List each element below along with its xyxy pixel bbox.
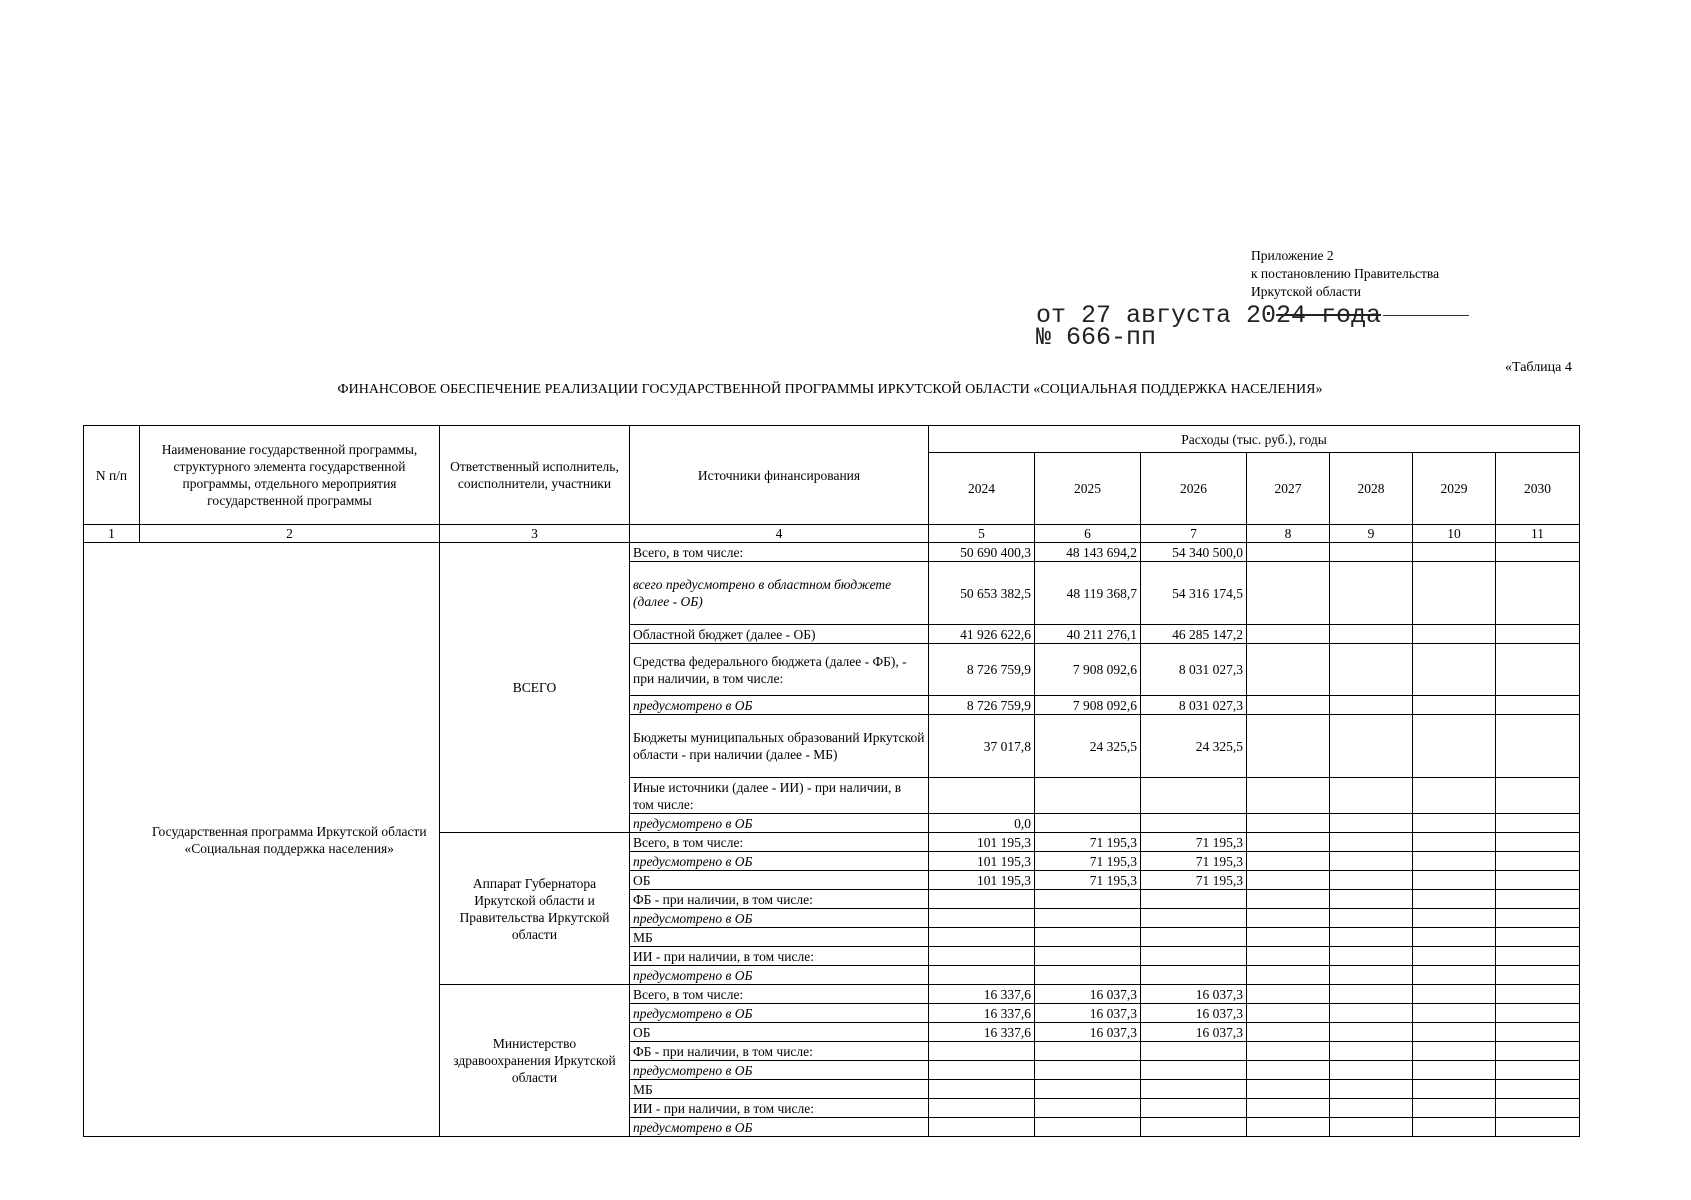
- empty-cell: [1413, 966, 1496, 985]
- funding-source: предусмотрено в ОБ: [630, 909, 929, 928]
- amount-cell: [929, 947, 1035, 966]
- empty-cell: [1496, 985, 1580, 1004]
- amount-cell: [929, 1042, 1035, 1061]
- header-expenses: Расходы (тыс. руб.), годы: [929, 426, 1580, 453]
- funding-source: Областной бюджет (далее - ОБ): [630, 625, 929, 644]
- empty-cell: [1330, 778, 1413, 814]
- empty-cell: [1330, 947, 1413, 966]
- column-number: 1: [84, 525, 140, 543]
- empty-cell: [1496, 852, 1580, 871]
- amount-cell: 8 031 027,3: [1141, 644, 1247, 696]
- amount-cell: 50 653 382,5: [929, 562, 1035, 625]
- amount-cell: 71 195,3: [1035, 833, 1141, 852]
- empty-cell: [1247, 778, 1330, 814]
- amount-cell: 16 037,3: [1141, 985, 1247, 1004]
- empty-cell: [1330, 928, 1413, 947]
- amount-cell: [1141, 928, 1247, 947]
- empty-cell: [1247, 890, 1330, 909]
- empty-cell: [1330, 852, 1413, 871]
- amount-cell: [929, 928, 1035, 947]
- amount-cell: 7 908 092,6: [1035, 644, 1141, 696]
- amount-cell: 40 211 276,1: [1035, 625, 1141, 644]
- funding-source: МБ: [630, 928, 929, 947]
- empty-cell: [1496, 625, 1580, 644]
- empty-cell: [1330, 909, 1413, 928]
- empty-cell: [1496, 966, 1580, 985]
- empty-cell: [1496, 947, 1580, 966]
- header-year: 2030: [1496, 453, 1580, 525]
- amount-cell: [1035, 1099, 1141, 1118]
- empty-cell: [1247, 1004, 1330, 1023]
- empty-cell: [1247, 947, 1330, 966]
- funding-source: Средства федерального бюджета (далее - ФБ), - при наличии, в том числе:: [630, 644, 929, 696]
- amount-cell: [1141, 966, 1247, 985]
- amount-cell: [1141, 1061, 1247, 1080]
- empty-cell: [1413, 562, 1496, 625]
- funding-source: всего предусмотрено в областном бюджете (далее - ОБ): [630, 562, 929, 625]
- empty-cell: [1413, 1118, 1496, 1137]
- amount-cell: [1035, 947, 1141, 966]
- empty-cell: [1330, 833, 1413, 852]
- empty-cell: [1496, 1023, 1580, 1042]
- executor-name: Министерство здравоохранения Иркутской области: [440, 985, 630, 1137]
- empty-cell: [1247, 909, 1330, 928]
- empty-cell: [1413, 1099, 1496, 1118]
- empty-cell: [1330, 644, 1413, 696]
- header-year: 2025: [1035, 453, 1141, 525]
- empty-cell: [1413, 644, 1496, 696]
- amount-cell: [929, 890, 1035, 909]
- amount-cell: 16 037,3: [1141, 1004, 1247, 1023]
- appendix-line-2: к постановлению Правительства: [1251, 266, 1440, 281]
- amount-cell: 71 195,3: [1035, 852, 1141, 871]
- decree-date: от 27 августа 2024 года: [1036, 301, 1469, 330]
- empty-cell: [1496, 909, 1580, 928]
- table-row: [84, 543, 1580, 562]
- empty-cell: [1413, 778, 1496, 814]
- empty-cell: [1247, 1080, 1330, 1099]
- column-number: 6: [1035, 525, 1141, 543]
- amount-cell: [1141, 890, 1247, 909]
- column-number: 4: [630, 525, 929, 543]
- amount-cell: 24 325,5: [1035, 715, 1141, 778]
- program-number-cell: [84, 543, 140, 1137]
- empty-cell: [1330, 814, 1413, 833]
- empty-cell: [1330, 871, 1413, 890]
- empty-cell: [1413, 814, 1496, 833]
- amount-cell: 16 037,3: [1035, 985, 1141, 1004]
- empty-cell: [1413, 543, 1496, 562]
- empty-cell: [1413, 928, 1496, 947]
- amount-cell: 71 195,3: [1141, 871, 1247, 890]
- empty-cell: [1330, 715, 1413, 778]
- empty-cell: [1247, 1061, 1330, 1080]
- amount-cell: 24 325,5: [1141, 715, 1247, 778]
- column-number: 2: [140, 525, 440, 543]
- funding-source: ОБ: [630, 871, 929, 890]
- decree-stamp: [1036, 301, 1469, 352]
- empty-cell: [1330, 696, 1413, 715]
- amount-cell: [929, 1061, 1035, 1080]
- empty-cell: [1413, 1061, 1496, 1080]
- amount-cell: 41 926 622,6: [929, 625, 1035, 644]
- amount-cell: [1035, 966, 1141, 985]
- header-year: 2024: [929, 453, 1035, 525]
- funding-source: ИИ - при наличии, в том числе:: [630, 947, 929, 966]
- amount-cell: 48 143 694,2: [1035, 543, 1141, 562]
- empty-cell: [1496, 871, 1580, 890]
- empty-cell: [1413, 833, 1496, 852]
- empty-cell: [1413, 1004, 1496, 1023]
- empty-cell: [1330, 966, 1413, 985]
- empty-cell: [1330, 1118, 1413, 1137]
- funding-source: Всего, в том числе:: [630, 985, 929, 1004]
- document-title: ФИНАНСОВОЕ ОБЕСПЕЧЕНИЕ РЕАЛИЗАЦИИ ГОСУДАРСТВЕННОЙ ПРОГРАММЫ ИРКУТСКОЙ ОБЛАСТИ «СОЦИАЛЬНАЯ ПОДДЕРЖКА НАСЕЛЕНИЯ»: [337, 382, 1323, 397]
- header-sources: Источники финансирования: [630, 426, 929, 525]
- empty-cell: [1330, 890, 1413, 909]
- funding-source: Всего, в том числе:: [630, 833, 929, 852]
- column-number: 8: [1247, 525, 1330, 543]
- empty-cell: [1330, 1004, 1413, 1023]
- funding-source: предусмотрено в ОБ: [630, 1061, 929, 1080]
- empty-cell: [1247, 644, 1330, 696]
- amount-cell: [929, 1099, 1035, 1118]
- amount-cell: [929, 966, 1035, 985]
- empty-cell: [1413, 696, 1496, 715]
- empty-cell: [1496, 814, 1580, 833]
- column-number: 9: [1330, 525, 1413, 543]
- empty-cell: [1496, 1080, 1580, 1099]
- amount-cell: [1141, 1099, 1247, 1118]
- empty-cell: [1496, 543, 1580, 562]
- empty-cell: [1247, 1042, 1330, 1061]
- amount-cell: [1035, 890, 1141, 909]
- header-executor: Ответственный исполнитель, соисполнители, участники: [440, 426, 630, 525]
- funding-source: МБ: [630, 1080, 929, 1099]
- amount-cell: 71 195,3: [1035, 871, 1141, 890]
- amount-cell: [929, 778, 1035, 814]
- funding-source: предусмотрено в ОБ: [630, 814, 929, 833]
- empty-cell: [1496, 890, 1580, 909]
- funding-source: предусмотрено в ОБ: [630, 852, 929, 871]
- empty-cell: [1496, 833, 1580, 852]
- empty-cell: [1330, 1080, 1413, 1099]
- table-number-label: «Таблица 4: [1505, 360, 1572, 375]
- amount-cell: 37 017,8: [929, 715, 1035, 778]
- column-number: 5: [929, 525, 1035, 543]
- amount-cell: 71 195,3: [1141, 833, 1247, 852]
- column-number-row: [84, 525, 1580, 543]
- empty-cell: [1330, 543, 1413, 562]
- amount-cell: 16 037,3: [1035, 1004, 1141, 1023]
- column-number: 11: [1496, 525, 1580, 543]
- funding-source: Всего, в том числе:: [630, 543, 929, 562]
- amount-cell: 16 337,6: [929, 1004, 1035, 1023]
- empty-cell: [1247, 833, 1330, 852]
- funding-source: предусмотрено в ОБ: [630, 696, 929, 715]
- amount-cell: [1141, 1080, 1247, 1099]
- amount-cell: 16 037,3: [1035, 1023, 1141, 1042]
- amount-cell: [1141, 1042, 1247, 1061]
- empty-cell: [1247, 1023, 1330, 1042]
- column-number: 10: [1413, 525, 1496, 543]
- amount-cell: [1141, 947, 1247, 966]
- amount-cell: [1141, 909, 1247, 928]
- amount-cell: [1035, 778, 1141, 814]
- financing-table: [83, 425, 1580, 1137]
- funding-source: ФБ - при наличии, в том числе:: [630, 890, 929, 909]
- amount-cell: 16 037,3: [1141, 1023, 1247, 1042]
- header-name: Наименование государственной программы, структурного элемента государственной программы, отдельного мероприятия государственной программы: [140, 426, 440, 525]
- funding-source: ИИ - при наличии, в том числе:: [630, 1099, 929, 1118]
- empty-cell: [1413, 890, 1496, 909]
- amount-cell: 101 195,3: [929, 852, 1035, 871]
- empty-cell: [1413, 625, 1496, 644]
- appendix-block: [1251, 247, 1439, 301]
- empty-cell: [1413, 1080, 1496, 1099]
- amount-cell: [1141, 778, 1247, 814]
- funding-source: ФБ - при наличии, в том числе:: [630, 1042, 929, 1061]
- empty-cell: [1496, 562, 1580, 625]
- amount-cell: 16 337,6: [929, 1023, 1035, 1042]
- amount-cell: [1035, 1042, 1141, 1061]
- amount-cell: [1035, 814, 1141, 833]
- funding-source: предусмотрено в ОБ: [630, 966, 929, 985]
- amount-cell: 7 908 092,6: [1035, 696, 1141, 715]
- amount-cell: 54 340 500,0: [1141, 543, 1247, 562]
- appendix-line-3: Иркутской области: [1251, 284, 1362, 299]
- amount-cell: 71 195,3: [1141, 852, 1247, 871]
- amount-cell: 8 726 759,9: [929, 696, 1035, 715]
- empty-cell: [1330, 985, 1413, 1004]
- empty-cell: [1247, 625, 1330, 644]
- empty-cell: [1247, 985, 1330, 1004]
- decree-number: № 666-пп: [1036, 323, 1157, 352]
- empty-cell: [1413, 947, 1496, 966]
- column-number: 3: [440, 525, 630, 543]
- amount-cell: [1035, 928, 1141, 947]
- amount-cell: 8 726 759,9: [929, 644, 1035, 696]
- empty-cell: [1496, 696, 1580, 715]
- empty-cell: [1247, 543, 1330, 562]
- header-year: 2027: [1247, 453, 1330, 525]
- amount-cell: 0,0: [929, 814, 1035, 833]
- funding-source: Бюджеты муниципальных образований Иркутской области - при наличии (далее - МБ): [630, 715, 929, 778]
- empty-cell: [1247, 715, 1330, 778]
- empty-cell: [1413, 852, 1496, 871]
- amount-cell: 46 285 147,2: [1141, 625, 1247, 644]
- amount-cell: [929, 909, 1035, 928]
- empty-cell: [1496, 1004, 1580, 1023]
- empty-cell: [1330, 625, 1413, 644]
- executor-name: Аппарат Губернатора Иркутской области и Правительства Иркутской области: [440, 833, 630, 985]
- empty-cell: [1247, 1118, 1330, 1137]
- amount-cell: [1141, 814, 1247, 833]
- empty-cell: [1496, 1061, 1580, 1080]
- amount-cell: 50 690 400,3: [929, 543, 1035, 562]
- empty-cell: [1413, 909, 1496, 928]
- funding-source: ОБ: [630, 1023, 929, 1042]
- amount-cell: 8 031 027,3: [1141, 696, 1247, 715]
- amount-cell: 101 195,3: [929, 871, 1035, 890]
- empty-cell: [1247, 928, 1330, 947]
- empty-cell: [1413, 871, 1496, 890]
- empty-cell: [1247, 814, 1330, 833]
- amount-cell: [1035, 1080, 1141, 1099]
- funding-source: предусмотрено в ОБ: [630, 1118, 929, 1137]
- amount-cell: [1141, 1118, 1247, 1137]
- empty-cell: [1330, 1023, 1413, 1042]
- empty-cell: [1413, 1023, 1496, 1042]
- header-year: 2026: [1141, 453, 1247, 525]
- empty-cell: [1496, 928, 1580, 947]
- funding-source: предусмотрено в ОБ: [630, 1004, 929, 1023]
- amount-cell: [929, 1080, 1035, 1099]
- amount-cell: 48 119 368,7: [1035, 562, 1141, 625]
- column-number: 7: [1141, 525, 1247, 543]
- empty-cell: [1247, 562, 1330, 625]
- empty-cell: [1496, 1099, 1580, 1118]
- executor-name: ВСЕГО: [440, 543, 630, 833]
- amount-cell: 16 337,6: [929, 985, 1035, 1004]
- appendix-line-1: Приложение 2: [1251, 248, 1334, 263]
- empty-cell: [1496, 644, 1580, 696]
- program-name: Государственная программа Иркутской области «Социальная поддержка населения»: [140, 543, 440, 1137]
- empty-cell: [1496, 1042, 1580, 1061]
- decree-date-struck: 24 года: [1276, 301, 1382, 330]
- empty-cell: [1247, 871, 1330, 890]
- header-num: N п/п: [84, 426, 140, 525]
- funding-source: Иные источники (далее - ИИ) - при наличии, в том числе:: [630, 778, 929, 814]
- empty-cell: [1247, 966, 1330, 985]
- amount-cell: [1035, 909, 1141, 928]
- amount-cell: [929, 1118, 1035, 1137]
- empty-cell: [1496, 1118, 1580, 1137]
- empty-cell: [1496, 715, 1580, 778]
- empty-cell: [1413, 1042, 1496, 1061]
- header-year: 2028: [1330, 453, 1413, 525]
- empty-cell: [1330, 1099, 1413, 1118]
- empty-cell: [1413, 985, 1496, 1004]
- header-year: 2029: [1413, 453, 1496, 525]
- amount-cell: [1035, 1118, 1141, 1137]
- amount-cell: [1035, 1061, 1141, 1080]
- empty-cell: [1496, 778, 1580, 814]
- amount-cell: 101 195,3: [929, 833, 1035, 852]
- empty-cell: [1247, 1099, 1330, 1118]
- empty-cell: [1413, 715, 1496, 778]
- empty-cell: [1330, 1042, 1413, 1061]
- empty-cell: [1247, 696, 1330, 715]
- empty-cell: [1330, 562, 1413, 625]
- empty-cell: [1330, 1061, 1413, 1080]
- empty-cell: [1247, 852, 1330, 871]
- amount-cell: 54 316 174,5: [1141, 562, 1247, 625]
